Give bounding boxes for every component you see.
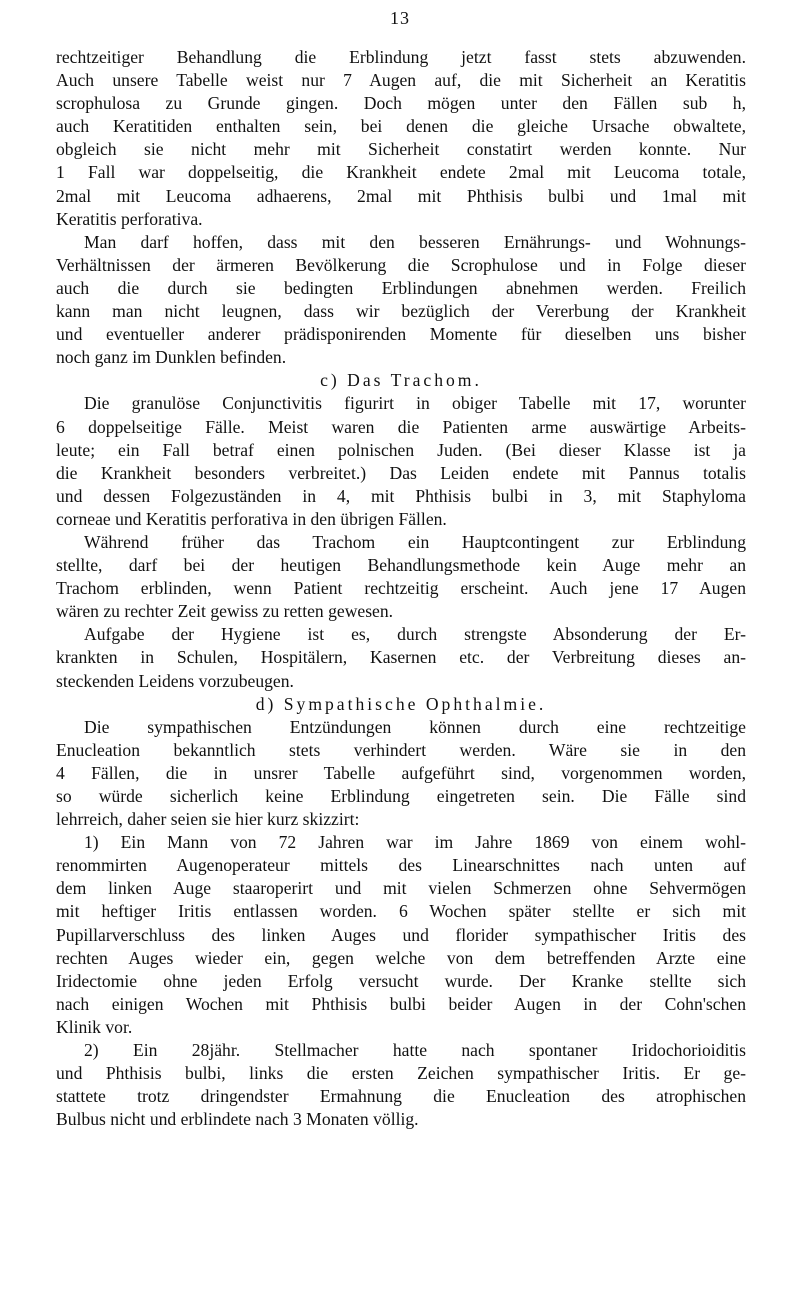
text-line: Die sympathischen Entzündungen können durch eine rechtzeitige: [84, 716, 746, 737]
text-line: Enucleation bekanntlich stets verhindert werden. Wäre sie in den: [56, 739, 746, 760]
text-line: Bulbus nicht und erblindete nach 3 Monaten völlig.: [56, 1109, 419, 1130]
text-line: leute; ein Fall betraf einen polnischen Juden. (Bei dieser Klasse ist ja: [56, 439, 746, 460]
text-line: Iridectomie ohne jeden Erfolg versucht wurde. Der Kranke stellte sich: [56, 970, 746, 991]
text-line: Trachom erblinden, wenn Patient rechtzeitig erscheint. Auch jene 17 Augen: [56, 578, 746, 599]
text-line: mit heftiger Iritis entlassen worden. 6 Wochen später stellte er sich mit: [56, 901, 746, 922]
text-line: so würde sicherlich keine Erblindung eingetreten sein. Die Fälle sind: [56, 786, 746, 806]
section-heading: c) Das Trachom.: [320, 370, 482, 391]
text-line: krankten in Schulen, Hospitälern, Kasernen etc. der Verbreitung dieses an-: [56, 647, 746, 668]
text-line: 4 Fällen, die in unsrer Tabelle aufgeführt sind, vorgenommen worden,: [56, 762, 746, 783]
section-heading: d) Sympathische Ophthalmie.: [255, 693, 547, 714]
text-line: renommirten Augenoperateur mittels des Linearschnittes nach unten auf: [56, 855, 746, 876]
text-line: obgleich sie nicht mehr mit Sicherheit constatirt werden konnte. Nur: [56, 139, 746, 160]
text-line: noch ganz im Dunklen befinden.: [56, 347, 287, 368]
text-line: scrophulosa zu Grunde gingen. Doch mögen unter den Fällen sub h,: [56, 93, 746, 114]
text-line: auch Keratitiden enthalten sein, bei denen die gleiche Ursache obwaltete,: [56, 116, 746, 137]
text-line: dem linken Auge staaroperirt und mit vielen Schmerzen ohne Sehvermögen: [56, 878, 746, 899]
text-line: corneae und Keratitis perforativa in den übrigen Fällen.: [56, 508, 447, 529]
text-line: und dessen Folgezuständen in 4, mit Phthisis bulbi in 3, mit Staphyloma: [56, 485, 746, 506]
text-line: 2) Ein 28jähr. Stellmacher hatte nach spontaner Iridochorioiditis: [84, 1040, 746, 1061]
text-line: kann man nicht leugnen, dass wir bezüglich der Vererbung der Krankheit: [56, 301, 746, 322]
text-line: auch die durch sie bedingten Erblindungen abnehmen werden. Freilich: [56, 277, 746, 298]
text-line: 6 doppelseitige Fälle. Meist waren die Patienten arme auswärtige Arbeits-: [56, 416, 746, 437]
text-line: 1) Ein Mann von 72 Jahren war im Jahre 1869 von einem wohl-: [84, 832, 746, 853]
text-line: Auch unsere Tabelle weist nur 7 Augen auf, die mit Sicherheit an Keratitis: [56, 70, 746, 91]
text-line: stellte, darf bei der heutigen Behandlungsmethode kein Auge mehr an: [56, 555, 746, 576]
text-line: Klinik vor.: [56, 1016, 133, 1037]
text-line: rechtzeitiger Behandlung die Erblindung jetzt fasst stets abzuwenden.: [56, 47, 746, 67]
text-line: Aufgabe der Hygiene ist es, durch strengste Absonderung der Er-: [84, 624, 746, 645]
text-line: 1 Fall war doppelseitig, die Krankheit endete 2mal mit Leucoma totale,: [56, 162, 746, 183]
text-line: und eventueller anderer prädisponirenden Momente für dieselben uns bisher: [56, 324, 746, 345]
text-line: die Krankheit besonders verbreitet.) Das Leiden endete mit Pannus totalis: [56, 462, 746, 483]
text-line: Verhältnissen der ärmeren Bevölkerung die Scrophulose und in Folge dieser: [56, 254, 746, 275]
text-line: Pupillarverschluss des linken Auges und florider sympathischer Iritis des: [56, 924, 746, 945]
text-line: nach einigen Wochen mit Phthisis bulbi beider Augen in der Cohn'schen: [56, 993, 746, 1014]
text-line: Die granulöse Conjunctivitis figurirt in obiger Tabelle mit 17, worunter: [84, 393, 746, 414]
page-number: 13: [390, 8, 410, 28]
text-line: lehrreich, daher seien sie hier kurz skizzirt:: [56, 809, 360, 830]
text-line: Keratitis perforativa.: [56, 208, 203, 229]
body-text: [56, 46, 746, 1131]
text-line: stattete trotz dringendster Ermahnung die Enucleation des atrophischen: [56, 1086, 746, 1107]
text-line: Man darf hoffen, dass mit den besseren Ernährungs- und Wohnungs-: [84, 231, 746, 252]
text-line: Während früher das Trachom ein Hauptcontingent zur Erblindung: [84, 531, 746, 552]
text-line: rechten Auges wieder ein, gegen welche von dem betreffenden Arzte eine: [56, 947, 746, 968]
text-line: steckenden Leidens vorzubeugen.: [56, 670, 294, 691]
text-line: wären zu rechter Zeit gewiss zu retten gewesen.: [56, 601, 394, 622]
text-line: 2mal mit Leucoma adhaerens, 2mal mit Phthisis bulbi und 1mal mit: [56, 185, 746, 206]
text-line: und Phthisis bulbi, links die ersten Zeichen sympathischer Iritis. Er ge-: [56, 1063, 746, 1084]
